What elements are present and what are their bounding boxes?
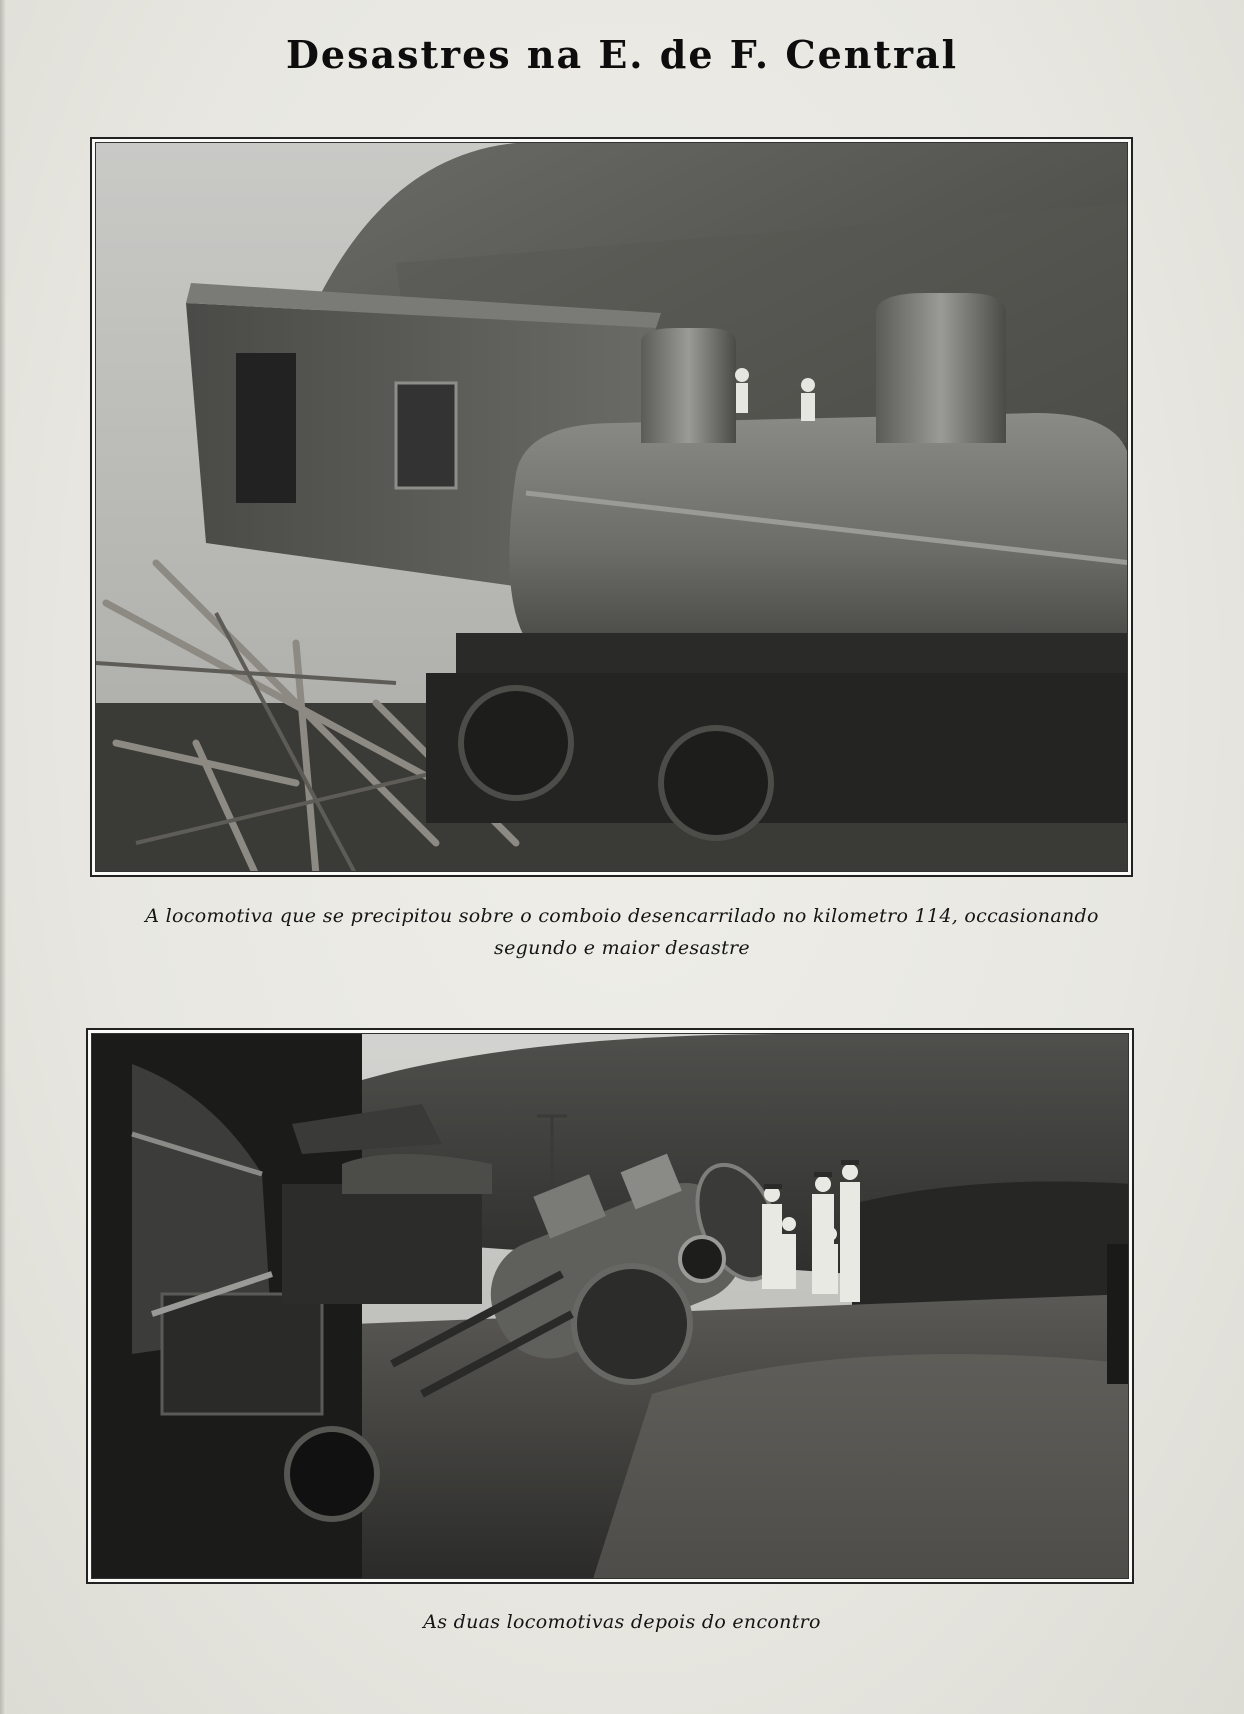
page-title: Desastres na E. de F. Central bbox=[285, 32, 959, 77]
locomotive-crash-illustration bbox=[96, 143, 1128, 872]
photo-caption-2: As duas locomotivas depois do encontro bbox=[423, 1611, 821, 1633]
two-locomotives-illustration bbox=[92, 1034, 1129, 1579]
photo-two-locomotives-image bbox=[91, 1033, 1129, 1579]
page-edge-shadow bbox=[0, 0, 6, 1714]
photo-two-locomotives bbox=[86, 1028, 1134, 1584]
photo-locomotive-crash bbox=[90, 137, 1133, 877]
photo-caption-1: A locomotiva que se precipitou sobre o comboio desencarrilado no kilometro 114, occasionando segundo e maior desastre bbox=[145, 905, 1099, 959]
photo-locomotive-crash-image bbox=[95, 142, 1128, 872]
